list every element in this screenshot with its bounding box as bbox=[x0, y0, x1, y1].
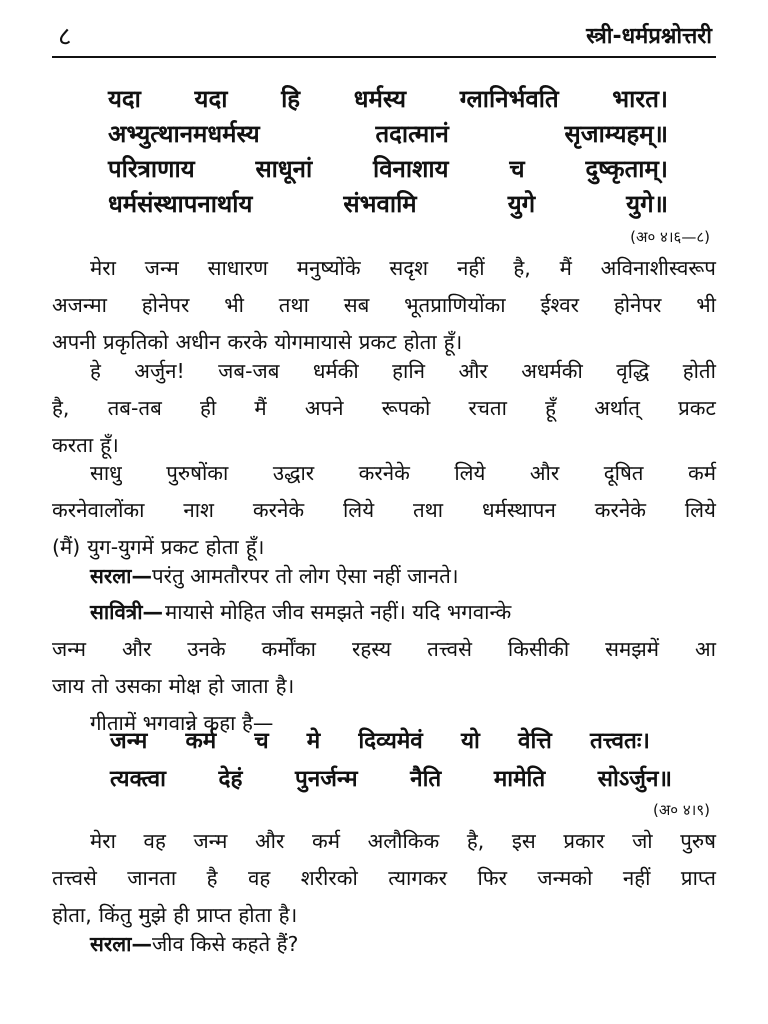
word: है, bbox=[513, 256, 531, 280]
word: रचता bbox=[468, 396, 507, 420]
word: कर्म bbox=[311, 829, 340, 853]
text-line bbox=[52, 353, 716, 390]
word: हूँ। bbox=[245, 535, 265, 559]
word: होता bbox=[403, 330, 437, 354]
word: यदा bbox=[194, 85, 228, 113]
word: धर्मसंस्थापनार्थाय bbox=[108, 190, 253, 218]
word: अजन्मा bbox=[52, 293, 107, 317]
text-line bbox=[52, 558, 716, 595]
word: लिये bbox=[343, 498, 375, 522]
word: फिर bbox=[477, 866, 507, 890]
word: मेरा bbox=[90, 829, 116, 853]
word: ईश्वर bbox=[540, 293, 579, 317]
word: होती bbox=[682, 359, 716, 383]
word: जन्म bbox=[193, 829, 228, 853]
word: धर्मस्य bbox=[353, 85, 407, 113]
word: जानता bbox=[127, 866, 177, 890]
word: होनेपर bbox=[141, 293, 190, 317]
speaker-name: सावित्री— bbox=[90, 600, 164, 624]
word: जो bbox=[632, 829, 653, 853]
word: तत्त्वसे bbox=[427, 637, 472, 661]
text-line bbox=[52, 287, 716, 324]
word: शरीरको bbox=[300, 866, 358, 890]
word: सदृश bbox=[389, 256, 429, 280]
word: प्रकृतिको bbox=[103, 330, 169, 354]
word: तत्त्वतः। bbox=[589, 728, 650, 754]
word: अपनी bbox=[52, 330, 96, 354]
text-line bbox=[52, 455, 716, 492]
text-line bbox=[52, 668, 716, 705]
text-line bbox=[52, 823, 716, 860]
word: प्राप्त bbox=[196, 903, 232, 927]
word: मामेति bbox=[493, 766, 546, 792]
word: भी bbox=[696, 293, 716, 317]
text-line bbox=[52, 860, 716, 897]
word: उसका bbox=[115, 674, 162, 698]
word: प्रकट bbox=[358, 330, 397, 354]
header-rule bbox=[52, 56, 716, 58]
word: जन्म bbox=[144, 256, 179, 280]
word: प्राप्त bbox=[680, 866, 716, 890]
text-line bbox=[52, 250, 716, 287]
word: जन्मको bbox=[537, 866, 593, 890]
dialogue bbox=[52, 926, 716, 963]
verse-line bbox=[110, 760, 672, 798]
word: अलौकिक bbox=[367, 829, 440, 853]
word: दूषित bbox=[603, 461, 644, 485]
speaker-name: सरला— bbox=[90, 564, 152, 588]
verse-line bbox=[108, 187, 668, 222]
word: समझमें bbox=[605, 637, 660, 661]
word: अर्थात् bbox=[594, 396, 640, 420]
word: ग्लानिर्भवति bbox=[459, 85, 559, 113]
word: हि bbox=[281, 85, 301, 113]
word: तब-तब bbox=[107, 396, 162, 420]
word: मनुष्योंके bbox=[296, 256, 361, 280]
word: दिव्यमेवं bbox=[358, 728, 423, 754]
word: कर्म bbox=[185, 728, 217, 754]
word: कर्म bbox=[687, 461, 716, 485]
word: अविनाशीस्वरूप bbox=[600, 256, 716, 280]
speaker-name: सरला— bbox=[90, 932, 152, 956]
word: च bbox=[254, 728, 269, 754]
word: त्यक्त्वा bbox=[110, 766, 166, 792]
word: तो bbox=[91, 674, 109, 698]
word: होता bbox=[205, 535, 239, 559]
word: और bbox=[121, 637, 152, 661]
word: होनेपर bbox=[613, 293, 662, 317]
word: तथा bbox=[278, 293, 309, 317]
text-line bbox=[52, 492, 716, 529]
running-title: स्त्री-धर्मप्रश्नोत्तरी bbox=[586, 24, 712, 49]
page-number: ८ bbox=[58, 22, 72, 52]
word: उनके bbox=[187, 637, 226, 661]
word: देहं bbox=[218, 766, 243, 792]
word: युगे॥ bbox=[626, 190, 668, 218]
word: मैं bbox=[254, 396, 267, 420]
word: जाय bbox=[52, 674, 85, 698]
verse-line bbox=[108, 117, 668, 152]
verse-reference: (अ० ४।९) bbox=[652, 801, 710, 819]
word: हूँ। bbox=[443, 330, 463, 354]
word: नहीं bbox=[622, 866, 651, 890]
word: करनेवालोंका bbox=[52, 498, 145, 522]
word: जाता bbox=[231, 674, 269, 698]
word: वह bbox=[143, 829, 166, 853]
word: प्रकार bbox=[563, 829, 605, 853]
word: भूतप्राणियोंका bbox=[404, 293, 506, 317]
word: योगमायासे bbox=[274, 330, 352, 354]
word: है, bbox=[52, 396, 70, 420]
paragraph bbox=[52, 353, 716, 464]
word: करता bbox=[52, 433, 94, 457]
word: रूपको bbox=[381, 396, 431, 420]
word: तत्त्वसे bbox=[52, 866, 97, 890]
word: युग-युगमें bbox=[87, 535, 154, 559]
word: धर्मकी bbox=[312, 359, 359, 383]
paragraph bbox=[52, 250, 716, 361]
dialogue-text: जीव किसे कहते हैं? bbox=[151, 932, 299, 956]
word: और bbox=[458, 359, 488, 383]
word: करनेके bbox=[252, 498, 305, 522]
word: दुष्कृताम्। bbox=[585, 155, 668, 183]
word: हूँ। bbox=[100, 433, 119, 457]
word: साधारण bbox=[207, 256, 268, 280]
word: नैति bbox=[410, 766, 442, 792]
word: मोक्ष bbox=[168, 674, 201, 698]
word: करके bbox=[227, 330, 268, 354]
dialogue bbox=[52, 558, 716, 595]
word: इस bbox=[511, 829, 536, 853]
word: मेरा bbox=[90, 256, 116, 280]
word: धर्मस्थापन bbox=[481, 498, 556, 522]
word: सृजाम्यहम्॥ bbox=[564, 120, 668, 148]
word: किंतु bbox=[98, 903, 132, 927]
dialogue-text: मायासे मोहित जीव समझते नहीं। यदि भगवान्के bbox=[165, 600, 512, 624]
word: भारत। bbox=[612, 85, 668, 113]
word: है, bbox=[466, 829, 485, 853]
word: जन्म bbox=[110, 728, 148, 754]
word: साधूनां bbox=[255, 155, 313, 183]
word: है। bbox=[278, 903, 298, 927]
word: पुनर्जन्म bbox=[294, 766, 358, 792]
word: होता bbox=[238, 903, 272, 927]
word: (मैं) bbox=[52, 535, 81, 559]
word: यदा bbox=[108, 85, 141, 113]
word: भी bbox=[224, 293, 244, 317]
word: मुझे bbox=[138, 903, 167, 927]
word: जन्म bbox=[52, 637, 86, 661]
word: विनाशाय bbox=[373, 155, 449, 183]
paragraph bbox=[52, 823, 716, 934]
word: करनेके bbox=[594, 498, 646, 522]
paragraph bbox=[52, 455, 716, 566]
word: जब-जब bbox=[218, 359, 280, 383]
dialogue-text: परंतु आमतौरपर तो लोग ऐसा नहीं जानते। bbox=[151, 564, 459, 588]
word: तथा bbox=[412, 498, 444, 522]
word: मैं bbox=[559, 256, 572, 280]
word: आ bbox=[695, 637, 716, 661]
verse-reference: (अ० ४।६—८) bbox=[630, 228, 710, 246]
word: कर्मोंका bbox=[261, 637, 316, 661]
word: ही bbox=[199, 396, 217, 420]
dialogue bbox=[52, 594, 716, 742]
sanskrit-verse-1 bbox=[108, 82, 668, 222]
word: अधीन bbox=[175, 330, 221, 354]
text-line bbox=[52, 390, 716, 427]
word: नाश bbox=[183, 498, 214, 522]
word: त्यागकर bbox=[388, 866, 448, 890]
verse-line bbox=[108, 82, 668, 117]
word: पुरुष bbox=[680, 829, 716, 853]
word: है। bbox=[275, 674, 295, 698]
verse-line bbox=[108, 152, 668, 187]
word: सब bbox=[343, 293, 370, 317]
word: लिये bbox=[684, 498, 716, 522]
word: मे bbox=[306, 728, 321, 754]
word: और bbox=[529, 461, 560, 485]
word: हूँ bbox=[545, 396, 556, 420]
word: संभवामि bbox=[343, 190, 417, 218]
word: च bbox=[509, 155, 525, 183]
word: हो bbox=[207, 674, 225, 698]
word: अभ्युत्थानमधर्मस्य bbox=[108, 120, 260, 148]
word: ही bbox=[173, 903, 190, 927]
text-line bbox=[52, 926, 716, 963]
word: है bbox=[206, 866, 218, 890]
text-line bbox=[52, 631, 716, 668]
text-line bbox=[52, 594, 716, 631]
word: सोऽर्जुन॥ bbox=[597, 766, 672, 792]
word: नहीं bbox=[456, 256, 485, 280]
word: वेत्ति bbox=[517, 728, 552, 754]
word: पुरुषोंका bbox=[166, 461, 229, 485]
word: वृद्धि bbox=[616, 359, 650, 383]
word: यो bbox=[460, 728, 480, 754]
word: वह bbox=[247, 866, 271, 890]
verse-line bbox=[110, 722, 650, 760]
word: हे bbox=[90, 359, 101, 383]
word: अपने bbox=[304, 396, 344, 420]
word: प्रकट bbox=[160, 535, 199, 559]
word: लिये bbox=[454, 461, 486, 485]
word: परित्राणाय bbox=[108, 155, 195, 183]
word: और bbox=[255, 829, 285, 853]
word: युगे bbox=[507, 190, 536, 218]
word: हानि bbox=[392, 359, 426, 383]
sanskrit-verse-2 bbox=[110, 722, 672, 798]
text-line: गीतामें भगवान्ने कहा है— bbox=[90, 711, 274, 735]
word: तदात्मानं bbox=[375, 120, 449, 148]
word: किसीकी bbox=[507, 637, 570, 661]
word: होता, bbox=[52, 903, 92, 927]
word: अधर्मकी bbox=[521, 359, 583, 383]
word: साधु bbox=[90, 461, 122, 485]
word: करनेके bbox=[358, 461, 410, 485]
word: अर्जुन! bbox=[134, 359, 185, 383]
word: रहस्य bbox=[351, 637, 392, 661]
word: उद्धार bbox=[272, 461, 315, 485]
word: प्रकट bbox=[678, 396, 716, 420]
